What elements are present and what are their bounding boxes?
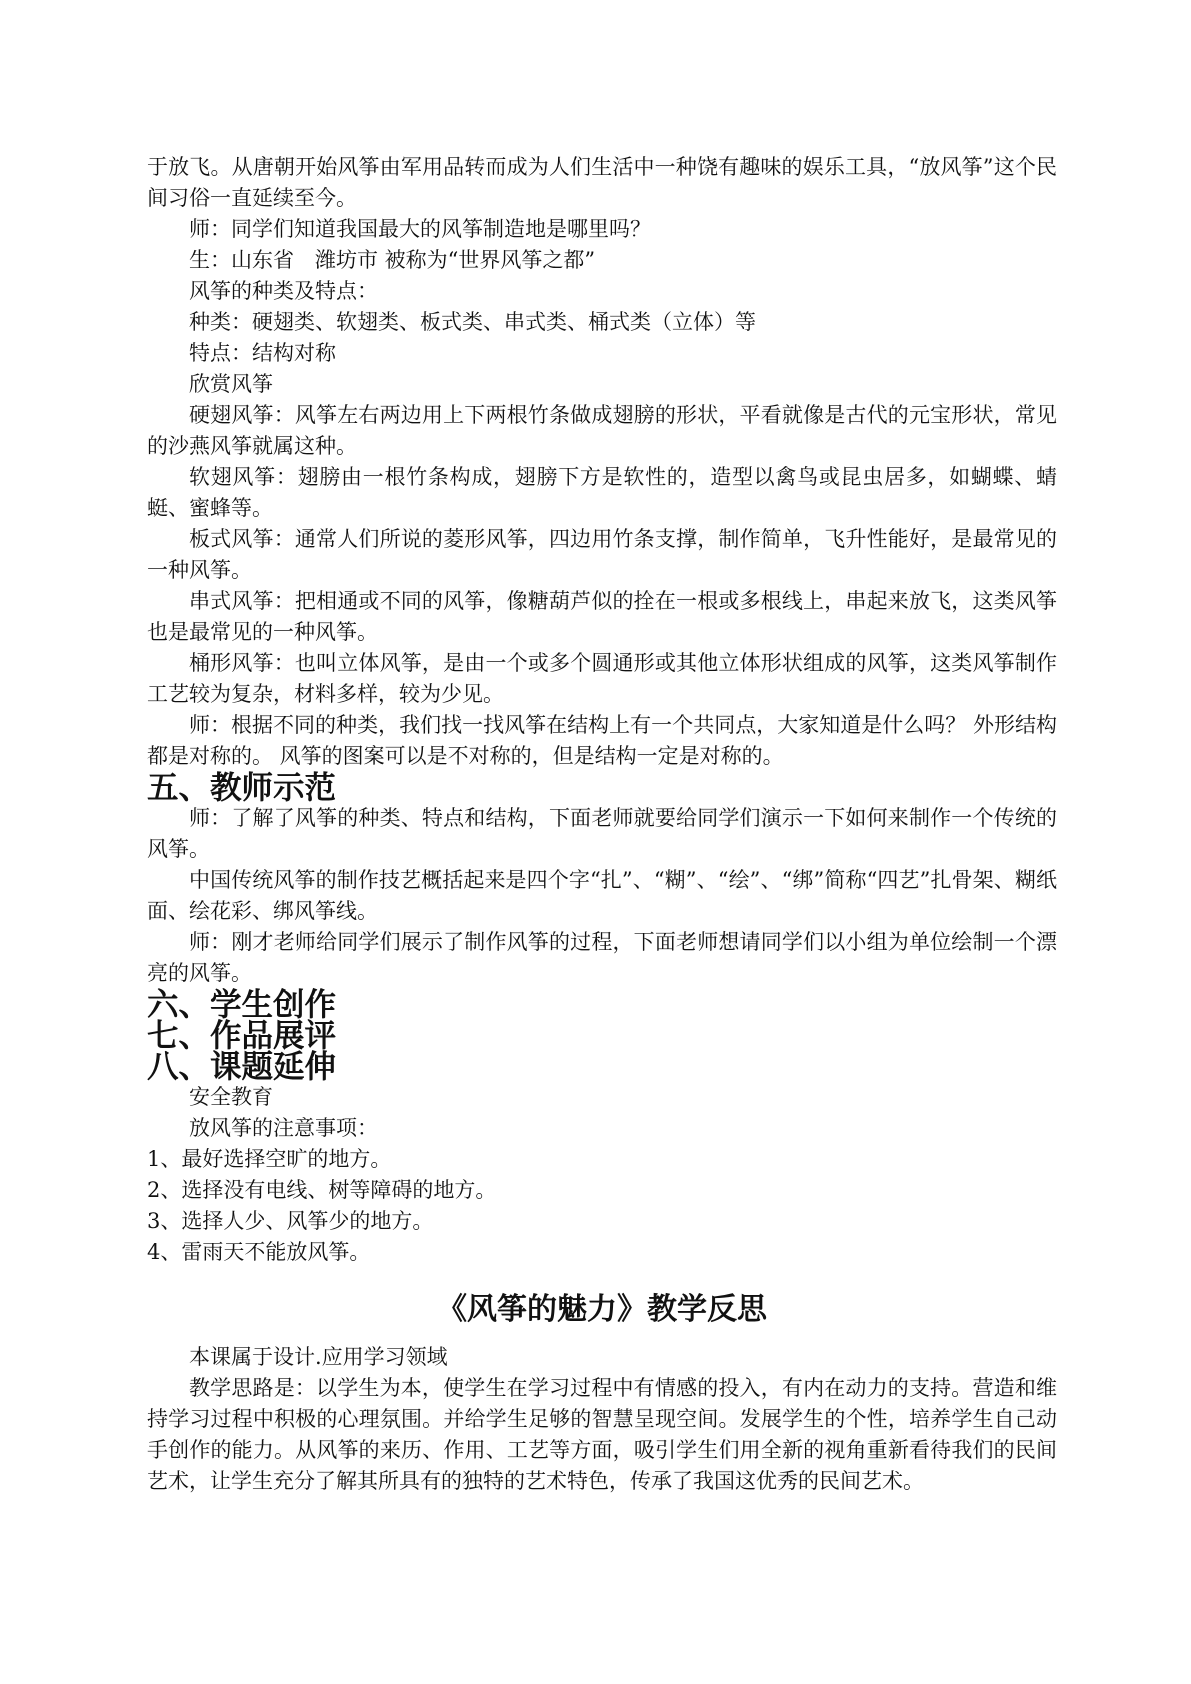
section-heading: 六、学生创作: [147, 986, 337, 1023]
paragraph: 欣赏风筝: [189, 372, 273, 396]
document-page: [147, 152, 1057, 1497]
list-item: 1、最好选择空旷的地方。: [147, 1147, 392, 1171]
paragraph: 于放飞。从唐朝开始风筝由军用品转而成为人们生活中一种饶有趣味的娱乐工具，“放风筝”这个民间习俗一直延续至今。: [147, 155, 1057, 210]
paragraph: 教学思路是：以学生为本，使学生在学习过程中有情感的投入，有内在动力的支持。营造和维持学习过程中积极的心理氛围。并给学生足够的智慧呈现空间。发展学生的个性，培养学生自己动手创作的能力。从风筝的来历、作用、工艺等方面，吸引学生们用全新的视角重新看待我们的民间艺术，让学生充分了解其所具有的独特的艺术特色，传承了我国这优秀的民间艺术。: [147, 1376, 1057, 1493]
section-heading: 八、课题延伸: [147, 1048, 337, 1085]
paragraph: 生：山东省 潍坊市 被称为“世界风筝之都”: [189, 248, 596, 272]
paragraph: 师：刚才老师给同学们展示了制作风筝的过程，下面老师想请同学们以小组为单位绘制一个漂亮的风筝。: [147, 930, 1057, 985]
paragraph: 种类：硬翅类、软翅类、板式类、串式类、桶式类（立体）等: [189, 310, 756, 334]
paragraph: 安全教育: [189, 1085, 273, 1109]
section-heading: 七、作品展评: [147, 1017, 337, 1054]
document-title: 《风筝的魅力》教学反思: [437, 1292, 767, 1327]
paragraph: 放风筝的注意事项：: [189, 1116, 378, 1140]
paragraph: 师：了解了风筝的种类、特点和结构，下面老师就要给同学们演示一下如何来制作一个传统的风筝。: [147, 806, 1057, 861]
list-item: 4、雷雨天不能放风筝。: [147, 1240, 371, 1264]
paragraph: 中国传统风筝的制作技艺概括起来是四个字“扎”、“糊”、“绘”、“绑”简称“四艺”扎骨架、糊纸面、绘花彩、绑风筝线。: [147, 868, 1057, 923]
list-item: 3、选择人少、风筝少的地方。: [147, 1209, 434, 1233]
paragraph: 风筝的种类及特点：: [189, 279, 378, 303]
paragraph: 板式风筝：通常人们所说的菱形风筝，四边用竹条支撑，制作简单，飞升性能好，是最常见的一种风筝。: [147, 527, 1057, 582]
paragraph: 串式风筝：把相通或不同的风筝，像糖葫芦似的拴在一根或多根线上，串起来放飞，这类风筝也是最常见的一种风筝。: [147, 589, 1057, 644]
paragraph: 软翅风筝：翅膀由一根竹条构成，翅膀下方是软性的，造型以禽鸟或昆虫居多，如蝴蝶、蜻蜓、蜜蜂等。: [147, 465, 1057, 520]
list-item: 2、选择没有电线、树等障碍的地方。: [147, 1178, 497, 1202]
paragraph: 桶形风筝：也叫立体风筝，是由一个或多个圆通形或其他立体形状组成的风筝，这类风筝制作工艺较为复杂，材料多样，较为少见。: [147, 651, 1057, 706]
paragraph: 本课属于设计.应用学习领域: [189, 1345, 448, 1369]
paragraph: 师：同学们知道我国最大的风筝制造地是哪里吗？: [189, 217, 651, 241]
paragraph: 硬翅风筝：风筝左右两边用上下两根竹条做成翅膀的形状，平看就像是古代的元宝形状，常见的沙燕风筝就属这种。: [147, 403, 1057, 458]
paragraph: 师：根据不同的种类，我们找一找风筝在结构上有一个共同点，大家知道是什么吗？ 外形结构都是对称的。 风筝的图案可以是不对称的，但是结构一定是对称的。: [147, 713, 1057, 768]
paragraph: 特点：结构对称: [189, 341, 336, 365]
section-heading: 五、教师示范: [147, 769, 337, 806]
